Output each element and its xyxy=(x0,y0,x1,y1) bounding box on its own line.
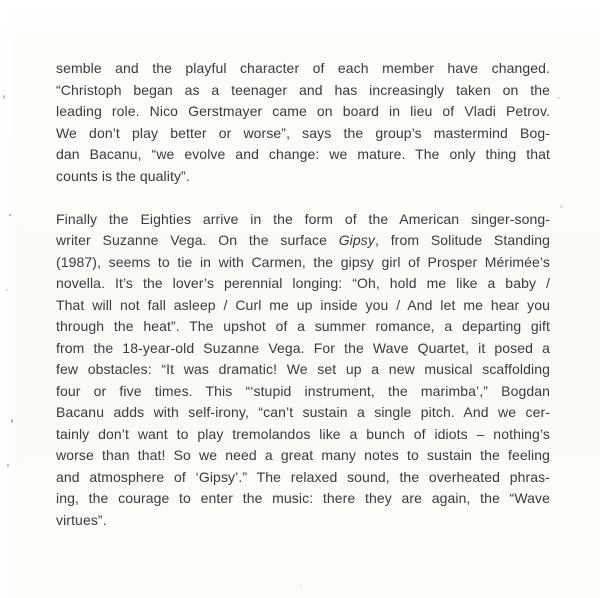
text-line: That will not fall asleep / Curl me up inside you / And let me hear you xyxy=(56,296,550,313)
text-line: novella. It’s the lover’s perennial longing: “Oh, hold me like a baby / xyxy=(56,275,550,291)
scan-speck xyxy=(3,95,5,99)
text-line: ing, the courage to enter the music: there they are again, the “Wave xyxy=(56,490,550,506)
text-block xyxy=(56,58,550,553)
text-line: “Christoph began as a teenager and has increasingly taken on the xyxy=(56,81,550,98)
scan-speck xyxy=(6,289,8,291)
scan-speck xyxy=(7,464,9,467)
text-line: (1987), seems to tie in with Carmen, the gipsy girl of Prosper Mérimée’s xyxy=(56,253,550,270)
text-line: through the heat”. The upshot of a summer romance, a departing gift xyxy=(56,318,550,334)
text-line: four or five times. This “‘stupid instrument, the marimba’,” Bogdan xyxy=(56,382,550,399)
text-line: We don’t play better or worse”, says the group’s mastermind Bog- xyxy=(56,124,550,141)
italic-title: Gipsy xyxy=(338,232,375,248)
text-line: few obstacles: “It was dramatic! We set up a new musical scaffolding xyxy=(56,361,550,377)
text-line: writer Suzanne Vega. On the surface Gipsy, from Solitude Standing xyxy=(56,232,550,248)
text-line: Finally the Eighties arrive in the form of the American singer-song- xyxy=(56,210,550,227)
text-line: and atmosphere of ‘Gipsy’.” The relaxed sound, the overheated phras- xyxy=(56,468,550,485)
text-line: counts is the quality”. xyxy=(56,167,190,184)
scan-edge-highlight xyxy=(0,0,22,598)
scan-speck xyxy=(560,205,563,208)
text-line: virtues”. xyxy=(56,511,107,528)
text-line: worse than that! So we need a great many notes to sustain the feeling xyxy=(56,447,550,463)
booklet-paragraph xyxy=(56,209,550,532)
text-line: semble and the playful character of each member have changed. xyxy=(56,60,550,76)
text-line: tainly don’t want to play tremolandos like a bunch of idiots – nothing’s xyxy=(56,425,550,442)
scan-speck xyxy=(300,585,302,587)
scan-speck xyxy=(11,419,13,423)
text-line: dan Bacanu, “we evolve and change: we mature. The only thing that xyxy=(56,146,550,162)
text-line: from the 18-year-old Suzanne Vega. For the Wave Quartet, it posed a xyxy=(56,339,550,356)
scan-speck xyxy=(9,214,11,216)
booklet-paragraph xyxy=(56,58,550,187)
text-line: Bacanu adds with self-irony, “can’t sustain a single pitch. And we cer- xyxy=(56,404,550,420)
scan-speck xyxy=(557,97,560,99)
text-line: leading role. Nico Gerstmayer came on board in lieu of Vladi Petrov. xyxy=(56,103,550,119)
